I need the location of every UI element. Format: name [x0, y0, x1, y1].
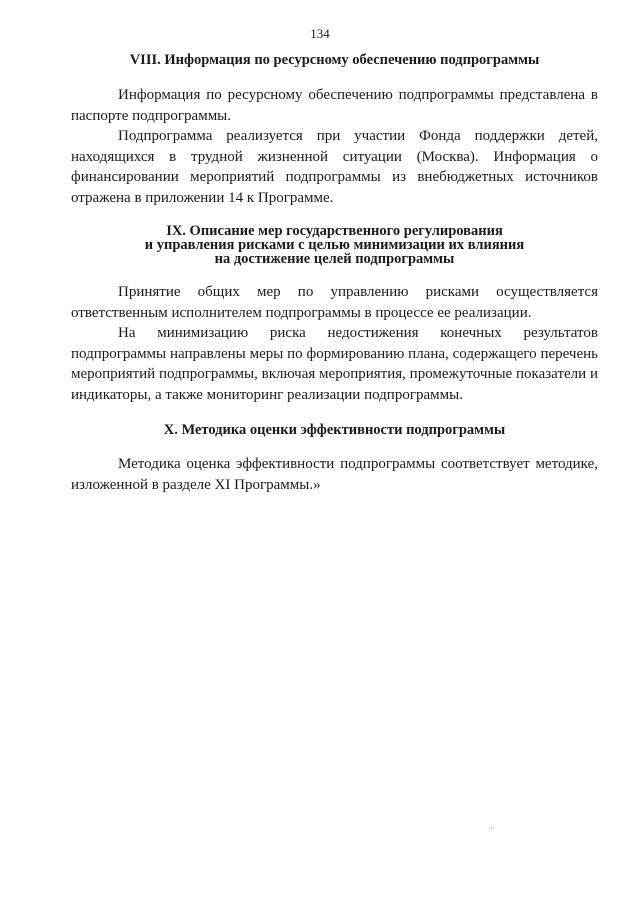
section-heading-x: X. Методика оценки эффективности подпрограммы	[163, 422, 506, 438]
section-heading-viii: VIII. Информация по ресурсному обеспечению подпрограммы	[129, 52, 540, 68]
scan-speck	[491, 827, 492, 828]
paragraph-viii-2: Подпрограмма реализуется при участии Фонда поддержки детей, находящихся в трудной жизненной ситуации (Москва). Информация о финансировании мероприятий подпрограммы из внебюджетных источников отражена в приложении 14 к Программе.	[71, 128, 598, 206]
section-heading-ix-line-1: IX. Описание мер государственного регулирования	[166, 223, 503, 239]
paragraph-ix-1: Принятие общих мер по управлению рисками осуществляется ответственным исполнителем подпрограммы в процессе ее реализации.	[71, 284, 598, 321]
paragraph-viii-1: Информация по ресурсному обеспечению подпрограммы представлена в паспорте подпрограммы.	[71, 87, 598, 124]
section-heading-ix-line-2: и управления рисками с целью минимизации их влияния	[144, 237, 525, 253]
paragraph-ix-2: На минимизацию риска недостижения конечных результатов подпрограммы направлены меры по формированию плана, содержащего перечень мероприятий подпрограммы, включая мероприятия, промежуточные показатели и индикаторы, а также мониторинг реализации подпрограммы.	[71, 325, 598, 403]
document-body	[71, 53, 598, 495]
page-number: 134	[310, 26, 330, 41]
section-heading-ix	[71, 224, 598, 266]
paragraph-x-1: Методика оценка эффективности подпрограммы соответствует методике, изложенной в разделе XI Программы.»	[71, 456, 598, 493]
section-heading-ix-line-3: на достижение целей подпрограммы	[214, 251, 455, 267]
